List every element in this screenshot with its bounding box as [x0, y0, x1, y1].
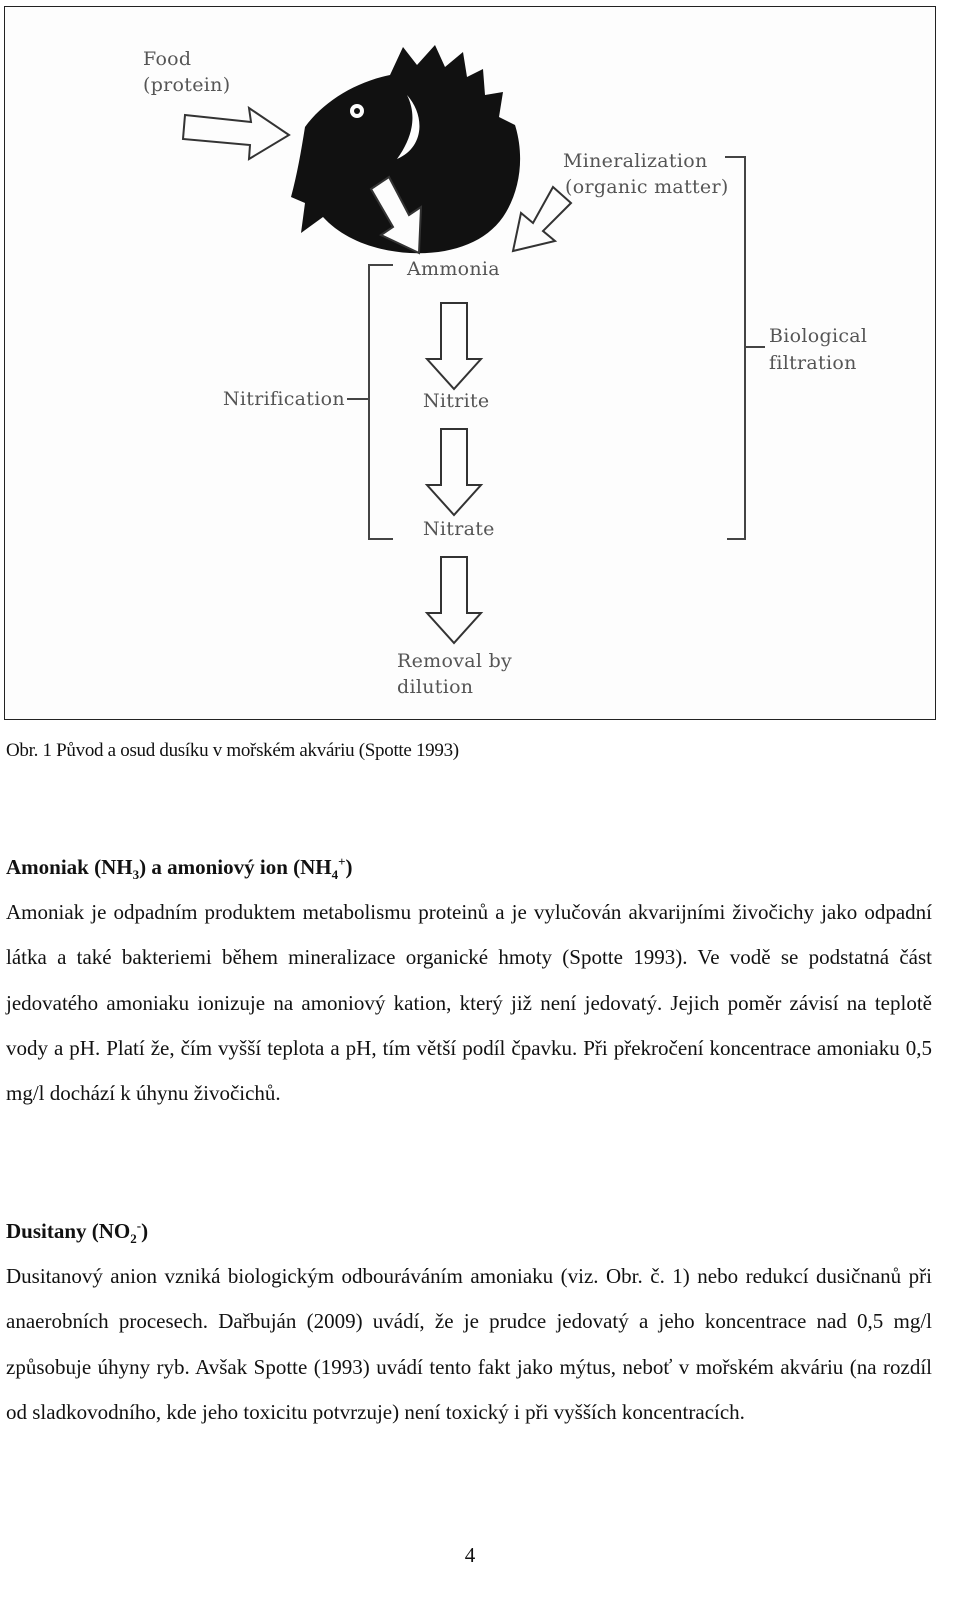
page-number: 4	[464, 1543, 476, 1567]
nitrite-label: Nitrite	[423, 390, 490, 412]
nitrate-to-removal-arrow-icon	[427, 557, 481, 643]
mineralization-sublabel: (organic matter)	[565, 176, 729, 198]
figure-caption: Obr. 1 Původ a osud dusíku v mořském akváriu (Spotte 1993)	[6, 740, 459, 761]
nitrate-label: Nitrate	[423, 518, 495, 540]
food-arrow-icon	[183, 108, 289, 159]
nitrification-label: Nitrification	[223, 388, 345, 410]
paragraph-ammonia: Amoniak je odpadním produktem metabolismu proteinů a je vylučován akvarijními živočichy jako odpadní látka a také bakteriemi během mineralizace organické hmoty (Spotte 1993). Ve vodě se podstatná část jedovatého amoniaku ionizuje na amoniový kation, který již není jedovatý. Jejich poměr závisí na teplotě vody a pH. Platí že, čím vyšší teplota a pH, tím větší podíl čpavku. Při překročení koncentrace amoniaku 0,5 mg/l dochází k úhynu živočichů.	[6, 900, 932, 1106]
mineralization-arrow-icon	[513, 187, 571, 251]
nitrogen-cycle-figure	[4, 6, 936, 720]
food-label: Food	[143, 48, 192, 70]
biological-filtration-sublabel: filtration	[769, 352, 857, 374]
paragraph-nitrites: Dusitanový anion vzniká biologickým odbouráváním amoniaku (viz. Obr. č. 1) nebo redukcí dusičnanů při anaerobních procesech. Dařbuján (2009) uvádí, že je prudce jedovatý a jeho koncentrace nad 0,5 mg/l způsobuje úhyny ryb. Avšak Spotte (1993) uvádí tento fakt jako mýtus, neboť v mořském akváriu (na rozdíl od sladkovodního, kde jeho toxicitu potvrzuje) není toxický i při vyšších koncentracích.	[6, 1264, 932, 1424]
ammonia-label: Ammonia	[407, 258, 500, 280]
ammonia-to-nitrite-arrow-icon	[427, 303, 481, 389]
food-sublabel: (protein)	[143, 74, 231, 96]
section-heading-nitrites: Dusitany $(NO_2^-)$	[6, 1218, 149, 1247]
removal-label: Removal by	[397, 650, 513, 672]
mineralization-label: Mineralization	[563, 150, 708, 172]
removal-sublabel: dilution	[397, 676, 474, 698]
nitrification-bracket	[369, 265, 393, 539]
section-heading-ammonia: Amoniak $(NH_3)$ a amoniový ion $(NH_4^+)$	[6, 854, 353, 883]
nitrite-to-nitrate-arrow-icon	[427, 429, 481, 515]
biological-filtration-bracket	[725, 157, 745, 539]
biological-filtration-label: Biological	[769, 325, 868, 347]
